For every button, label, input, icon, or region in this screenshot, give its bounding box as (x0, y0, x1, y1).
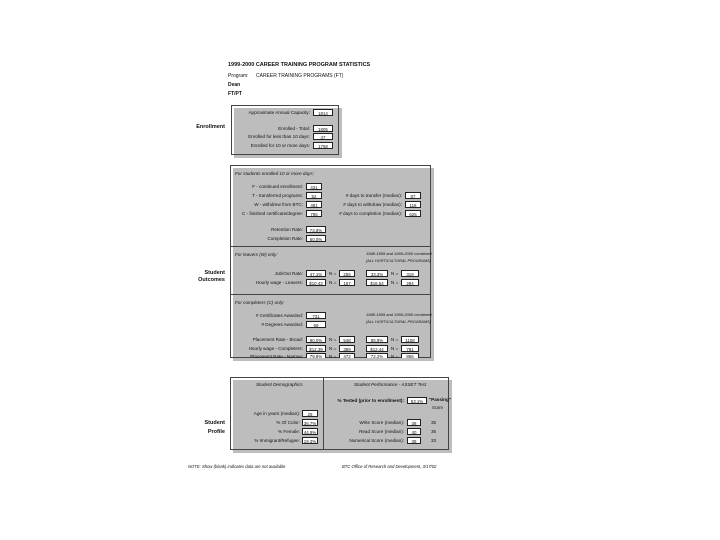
leavers-row-n: 255 (339, 270, 355, 277)
leavers-row-label: Job/Out Rate: (274, 271, 303, 276)
enrolled-lt10-value: 47 (313, 133, 333, 140)
enrollment-section-label: Enrollment (196, 124, 225, 130)
completers-compare-line1: 1998-1999 and 1999-2000 combined (366, 312, 432, 317)
read-passing: 35 (431, 429, 437, 434)
demographics-header: Student Demographics (256, 382, 303, 387)
read-score-value: 40 (407, 428, 421, 435)
leavers-row-cmp-n-label: N = (391, 271, 399, 276)
status-value-c: 796 (306, 210, 322, 217)
completers-row-cmp-value: 85.9% (366, 336, 388, 343)
completers-row-value: $12.39 (306, 345, 326, 352)
female-value: 44.9% (303, 430, 317, 435)
program-value: CAREER TRAINING PROGRAMS (FT) (256, 73, 344, 79)
status-label-w: W - withdrew from BTC: (254, 202, 303, 207)
median-transfer-label: # days to transfer (median): (345, 193, 402, 198)
leavers-row-cmp-value: 33.3% (366, 270, 388, 277)
completers-row-n: 389 (339, 345, 355, 352)
completers-row-n-label: N = (329, 354, 337, 359)
passing-label: "Passing" (429, 397, 451, 402)
leavers-row-n-label: N = (329, 271, 337, 276)
numerical-score-label: Numerical Score (median): (349, 438, 404, 443)
median-withdraw-label: # days to withdraw (median): (343, 202, 402, 207)
leavers-row-value: $10.43 (306, 279, 326, 286)
completers-row-n-label: N = (329, 346, 337, 351)
completers-row-cmp-n: 1158 (401, 336, 419, 343)
profile-section-line2: Profile (207, 429, 225, 435)
completers-row-n: 548 (339, 336, 355, 343)
enrolled-total-value: 1805 (313, 125, 333, 132)
completion-rate-value: 60.0% (306, 235, 326, 242)
program-label: Program: (228, 73, 249, 79)
completers-row-n: 472 (339, 353, 355, 358)
outcomes-section-line2: Outcomes (198, 277, 225, 283)
leavers-row-cmp-n-label: N = (391, 280, 399, 285)
age-value: 25 (302, 410, 318, 417)
leavers-row-cmp-n: 294 (401, 279, 419, 286)
enrolled-lt10-label: Enrolled for less than 10 days: (248, 134, 310, 139)
leavers-row-n-label: N = (329, 280, 337, 285)
dean-label: Dean (228, 82, 241, 88)
completers-row-label: Placement Rate - Broad: (252, 337, 303, 342)
completers-row-cmp-value: 72.2% (366, 353, 388, 358)
ftpt-label: FT/PT (228, 91, 242, 97)
degrees-value: 69 (306, 321, 326, 328)
status-value-t: 52 (306, 192, 322, 199)
status-value-f: 431 (306, 183, 322, 190)
completers-row-n-label: N = (329, 337, 337, 342)
median-completion-value: 625 (405, 210, 421, 217)
capacity-label: Approximate Annual Capacity: (248, 110, 310, 115)
completers-row-cmp-n-label: N = (391, 346, 399, 351)
leavers-row-n: 167 (339, 279, 355, 286)
status-label-f: F - continued enrollment: (252, 184, 303, 189)
report-title: 1999-2000 CAREER TRAINING PROGRAM STATISTICS (228, 62, 371, 68)
leavers-row-cmp-n: 319 (401, 270, 419, 277)
numerical-passing: 33 (431, 438, 437, 443)
write-score-value: 38 (407, 419, 421, 426)
completers-row-cmp-n: 781 (401, 345, 419, 352)
of-color-label: % Of Color: (276, 420, 300, 425)
outcomes-divider-2 (231, 294, 430, 295)
write-score-label: Write Score (median): (359, 420, 404, 425)
status-label-c: C - finished certificate/degree: (241, 211, 303, 216)
numerical-score-value: 38 (407, 437, 421, 444)
capacity-value: 1814 (313, 109, 333, 116)
retention-rate-value: 73.8% (306, 226, 326, 233)
enrolled-ge10-label: Enrolled for 10 or more days: (250, 143, 310, 148)
degrees-label: # Degrees Awarded: (261, 322, 303, 327)
leavers-compare-line2: (ALL HORTICULTURAL PROGRAMS) (366, 259, 431, 263)
completers-row-cmp-n-label: N = (391, 337, 399, 342)
completers-row-cmp-n: 865 (401, 353, 419, 358)
tested-label: % Tested (prior to enrollment): (337, 398, 404, 403)
outcomes-header: For students enrolled 10 or more days: (235, 171, 314, 176)
median-withdraw-value: 116 (405, 201, 421, 208)
completers-header: For completers (C) only: (235, 300, 285, 305)
immigrant-value: 19.3% (303, 439, 317, 444)
leavers-header: For leavers (W) only: (235, 252, 278, 257)
footer-source: BTC Office of Research and Development, 3/17/02 (342, 464, 437, 469)
read-score-label: Read Score (median): (359, 429, 404, 434)
immigrant-label: % Immigrant/Refugee: (254, 438, 300, 443)
completers-row-cmp-value: $12.44 (366, 345, 388, 352)
of-color-value: 36.7% (303, 421, 317, 426)
status-label-t: T - transferred programs: (252, 193, 303, 198)
asset-header: Student Performance - ASSET Test (354, 382, 427, 387)
female-label: % Female: (278, 429, 300, 434)
tested-value: 53.1% (407, 397, 427, 404)
leavers-row-cmp-value: $16.54 (366, 279, 388, 286)
enrolled-total-label: Enrolled - Total: (278, 126, 310, 131)
write-passing: 35 (431, 420, 437, 425)
leavers-row-label: Hourly wage - Leavers: (255, 280, 303, 285)
completers-row-label: Placement Rate - Narrow: (250, 354, 303, 359)
certificates-value: 731 (306, 312, 326, 319)
passing-score-label: Score (432, 405, 443, 410)
age-label: Age in years (median): (253, 411, 300, 416)
profile-divider (323, 378, 324, 449)
leavers-compare-line1: 1998-1999 and 1999-2000 combined (366, 251, 432, 256)
completers-row-value: 90.0% (306, 336, 326, 343)
certificates-label: # Certificates Awarded: (255, 313, 303, 318)
completers-row-label: Hourly wage - Completers: (248, 346, 303, 351)
profile-section-line1: Student (204, 420, 225, 426)
status-value-w: 481 (306, 201, 322, 208)
completion-rate-label: Completion Rate: (267, 236, 303, 241)
enrolled-ge10-value: 1758 (313, 142, 333, 149)
footer-note: NOTE: Show (blank) indicates data are not available (188, 464, 286, 469)
median-transfer-value: 87 (405, 192, 421, 199)
outcomes-section-line1: Student (204, 270, 225, 276)
completers-compare-line2: (ALL HORTICULTURAL PROGRAMS) (366, 320, 431, 324)
median-completion-label: # days to completion (median): (339, 211, 402, 216)
outcomes-divider-1 (231, 246, 430, 247)
leavers-row-value: 47.1% (306, 270, 326, 277)
completers-row-value: 79.8% (306, 353, 326, 358)
retention-rate-label: Retention Rate: (271, 227, 303, 232)
completers-row-cmp-n-label: N = (391, 354, 399, 359)
